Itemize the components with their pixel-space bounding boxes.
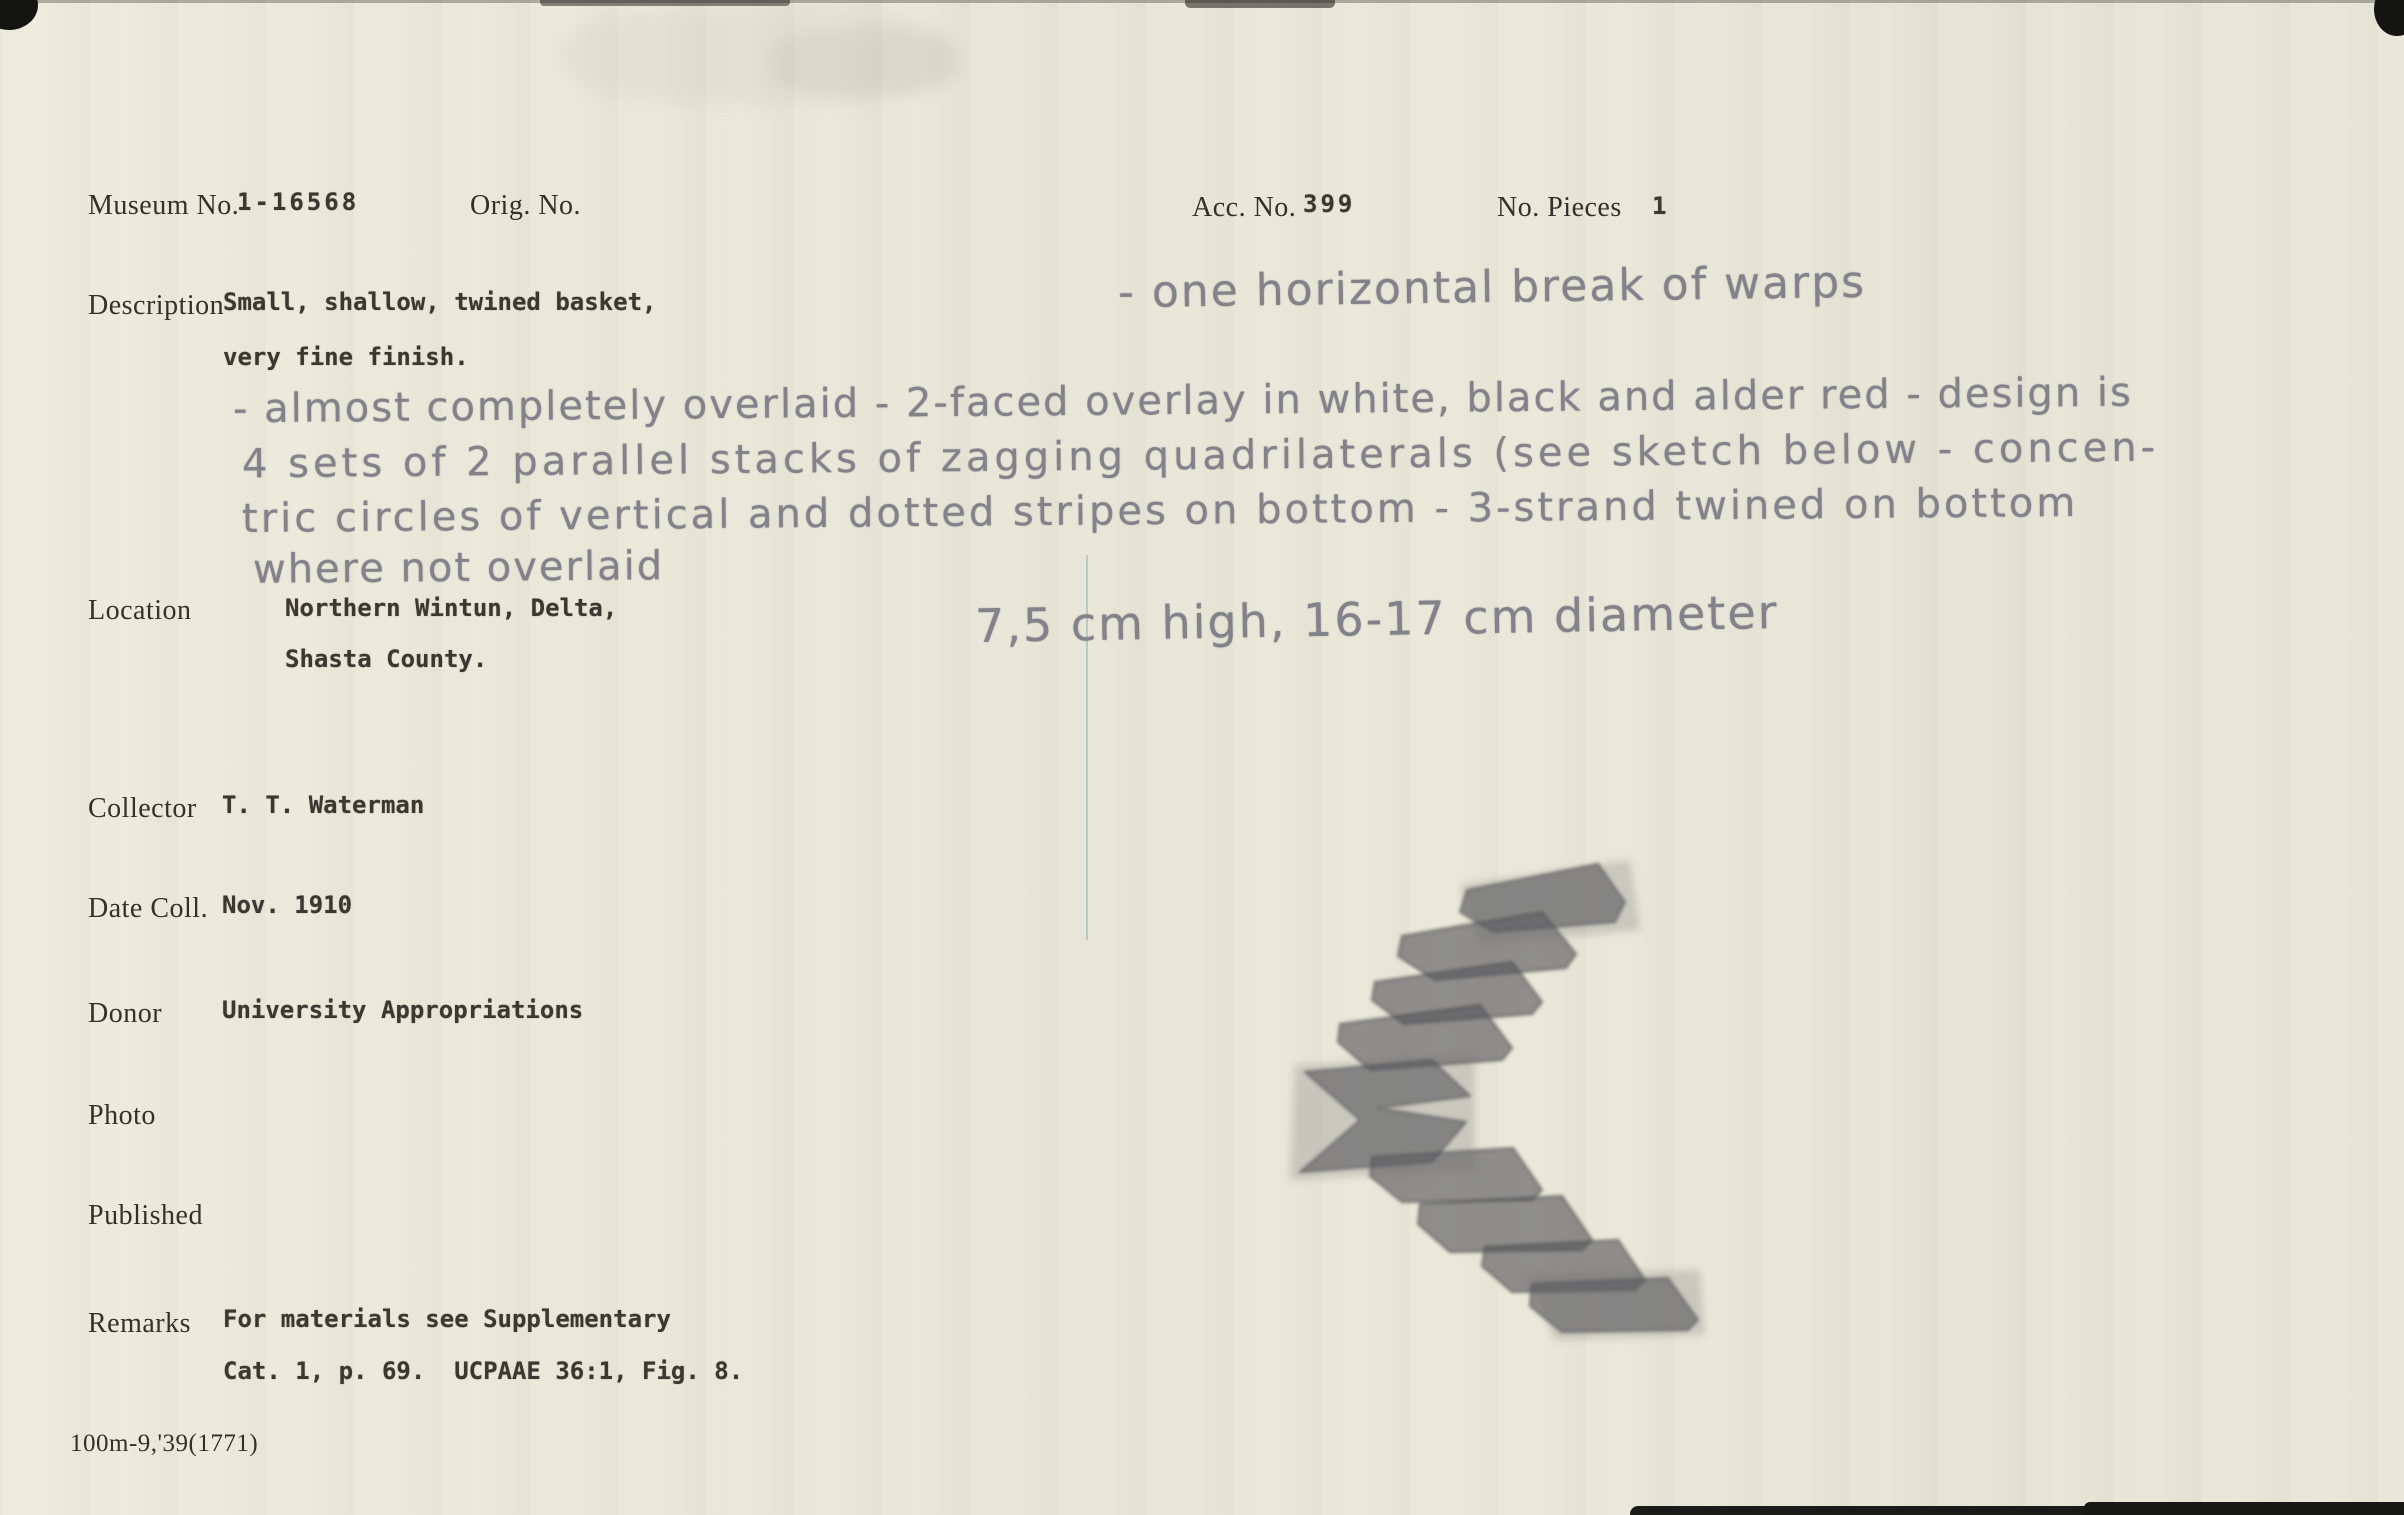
remarks-label: Remarks: [88, 1308, 192, 1339]
location-label: Location: [88, 595, 192, 626]
handwritten-warp-note: - one horizontal break of warps: [1117, 256, 1867, 319]
handwritten-overlay-note-line: tric circles of vertical and dotted stripes on bottom - 3-strand twined on bottom: [241, 479, 2079, 543]
collector-value: T. T. Waterman: [222, 791, 425, 819]
location-value-line: Northern Wintun, Delta,: [285, 594, 618, 622]
description-typed-line: Small, shallow, twined basket,: [223, 288, 657, 316]
scan-edge-bottom: [2084, 1502, 2404, 1515]
scan-edge-bottom: [1630, 1506, 2404, 1515]
museum-no-value: 1-16568: [237, 188, 360, 216]
collector-label: Collector: [88, 793, 197, 824]
handwritten-overlay-note-line: - almost completely overlaid - 2-faced overlay in white, black and alder red - design is: [232, 369, 2134, 433]
orig-no-label: Orig. No.: [470, 190, 582, 221]
handwritten-dimensions-note: 7,5 cm high, 16-17 cm diameter: [974, 584, 1779, 654]
no-pieces-value: 1: [1652, 192, 1670, 220]
published-label: Published: [88, 1200, 203, 1231]
scan-edge-top-patch: [540, 0, 790, 6]
date-coll-label: Date Coll.: [88, 893, 209, 924]
location-value-line: Shasta County.: [285, 645, 488, 673]
scan-corner-top-left: [0, 0, 38, 30]
card-stock-print-code: 100m-9,'39(1771): [70, 1430, 259, 1457]
remarks-value-line: For materials see Supplementary: [223, 1305, 671, 1333]
donor-label: Donor: [88, 998, 163, 1029]
handwritten-overlay-note-line: 4 sets of 2 parallel stacks of zagging quadrilaterals (see sketch below - concen-: [241, 424, 2160, 488]
acc-no-value: 399: [1303, 190, 1356, 218]
scan-edge-top: [0, 0, 2404, 3]
photo-label: Photo: [88, 1100, 156, 1131]
date-coll-value: Nov. 1910: [222, 891, 353, 919]
ink-bleed-ghost: [560, 8, 950, 103]
museum-no-label: Museum No.: [88, 190, 240, 221]
scan-corner-top-right: [2374, 0, 2404, 36]
acc-no-label: Acc. No.: [1192, 192, 1297, 223]
description-label: Description: [88, 290, 225, 321]
remarks-value-line: Cat. 1, p. 69. UCPAAE 36:1, Fig. 8.: [223, 1357, 744, 1385]
handwritten-overlay-note-line: where not overlaid: [252, 543, 665, 593]
scan-edge-top-patch: [1185, 0, 1335, 8]
pencil-sketch-zigzag-quadrilaterals: [1280, 850, 1720, 1430]
donor-value: University Appropriations: [222, 996, 584, 1024]
description-typed-line: very fine finish.: [223, 343, 469, 371]
ink-bleed-ghost: [770, 30, 960, 95]
no-pieces-label: No. Pieces: [1497, 192, 1622, 223]
